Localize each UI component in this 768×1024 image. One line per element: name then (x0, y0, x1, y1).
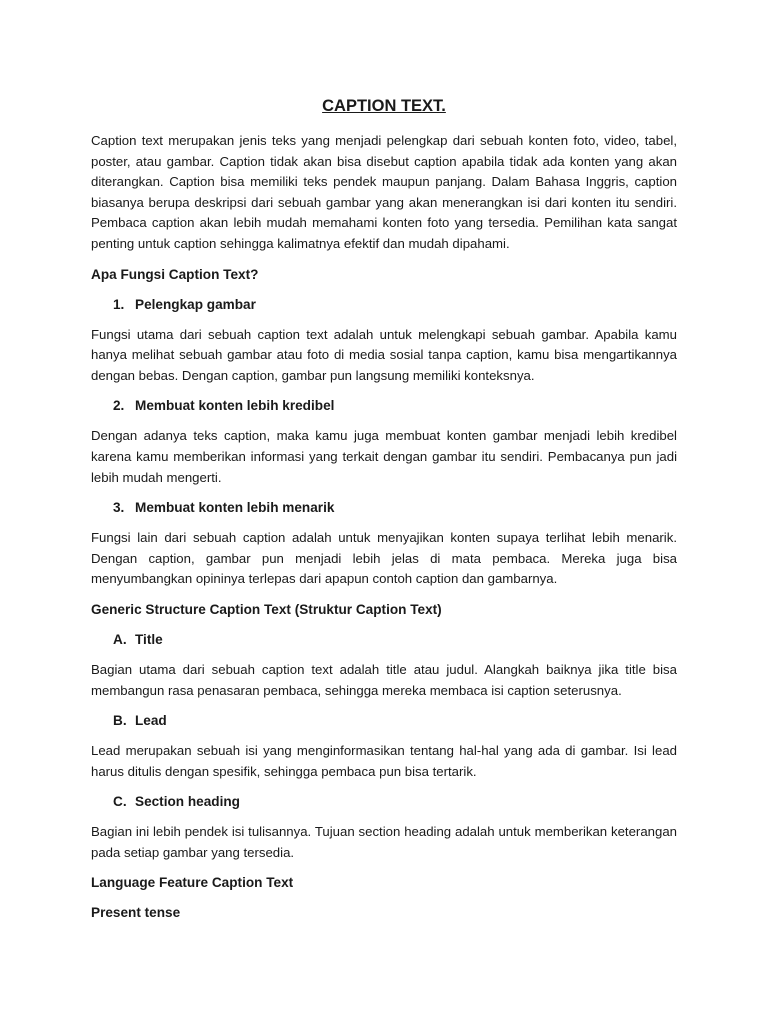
structure-item-paragraph: Bagian ini lebih pendek isi tulisannya. Tujuan section heading adalah untuk memberikan keterangan pada setiap gambar yang tersedia. (91, 824, 677, 860)
present-tense-heading: Present tense (91, 905, 181, 921)
list-label: Membuat konten lebih menarik (135, 500, 335, 516)
structure-item-heading (91, 792, 677, 812)
list-label: Title (135, 631, 163, 647)
fungsi-item-paragraph: Fungsi lain dari sebuah caption adalah untuk menyajikan konten supaya terlihat lebih menarik. Dengan caption, gambar pun menjadi lebih jelas di mata pembaca. Mereka juga bisa menyumbangkan opininya terlepas dari apapun contoh caption dan gambarnya. (91, 530, 677, 587)
list-label: Lead (135, 713, 167, 729)
structure-item-paragraph: Bagian utama dari sebuah caption text adalah title atau judul. Alangkah baiknya jika title bisa membangun rasa penasaran pembaca, sehingga mereka membaca isi caption seterusnya. (91, 661, 677, 698)
fungsi-item-heading (91, 295, 677, 315)
list-marker: 3. (113, 500, 125, 516)
fungsi-item-heading (91, 498, 677, 518)
intro-paragraph: Caption text merupakan jenis teks yang menjadi pelengkap dari sebuah konten foto, video, tabel, poster, atau gambar. Caption tidak akan bisa disebut caption apabila tidak ada konten yang akan diterangkan. Caption bisa memiliki teks pendek maupun panjang. Dalam Bahasa Inggris, caption biasanya berupa deskripsi dari sebuah gambar yang akan menerangkan isi dari konten itu sendiri. Pembaca caption akan lebih mudah memahami konten foto yang tersedia. Pemilihan kata sangat penting untuk caption sehingga kalimatnya efektif dan mudah dipahami. (91, 133, 677, 251)
list-marker: A. (113, 631, 127, 647)
list-marker: 2. (113, 398, 125, 414)
structure-heading: Generic Structure Caption Text (Struktur Caption Text) (91, 601, 442, 617)
list-marker: 1. (113, 296, 125, 312)
list-marker: C. (113, 794, 127, 810)
fungsi-item-heading (91, 396, 677, 416)
list-label: Membuat konten lebih kredibel (135, 398, 335, 414)
list-label: Pelengkap gambar (135, 296, 256, 312)
structure-item-heading (91, 630, 677, 650)
structure-item-heading (91, 711, 677, 731)
list-label: Section heading (135, 794, 240, 810)
document-title: CAPTION TEXT. (322, 97, 446, 115)
fungsi-item-paragraph: Fungsi utama dari sebuah caption text adalah untuk melengkapi sebuah gambar. Apabila kamu hanya melihat sebuah gambar atau foto di media sosial tanpa caption, kamu bisa mengartikannya dengan bebas. Dengan caption, gambar pun langsung memiliki konteksnya. (91, 326, 677, 383)
language-feature-heading: Language Feature Caption Text (91, 875, 294, 891)
structure-item-paragraph: Lead merupakan sebuah isi yang menginformasikan tentang hal-hal yang ada di gambar. Isi lead harus ditulis dengan spesifik, sehingga pembaca pun bisa tertarik. (91, 743, 677, 779)
fungsi-heading: Apa Fungsi Caption Text? (91, 266, 259, 282)
fungsi-item-paragraph: Dengan adanya teks caption, maka kamu juga membuat konten gambar menjadi lebih kredibel karena kamu memberikan informasi yang terkait dengan gambar itu sendiri. Pembacanya pun jadi lebih mudah mengerti. (91, 428, 677, 485)
list-marker: B. (113, 713, 127, 729)
